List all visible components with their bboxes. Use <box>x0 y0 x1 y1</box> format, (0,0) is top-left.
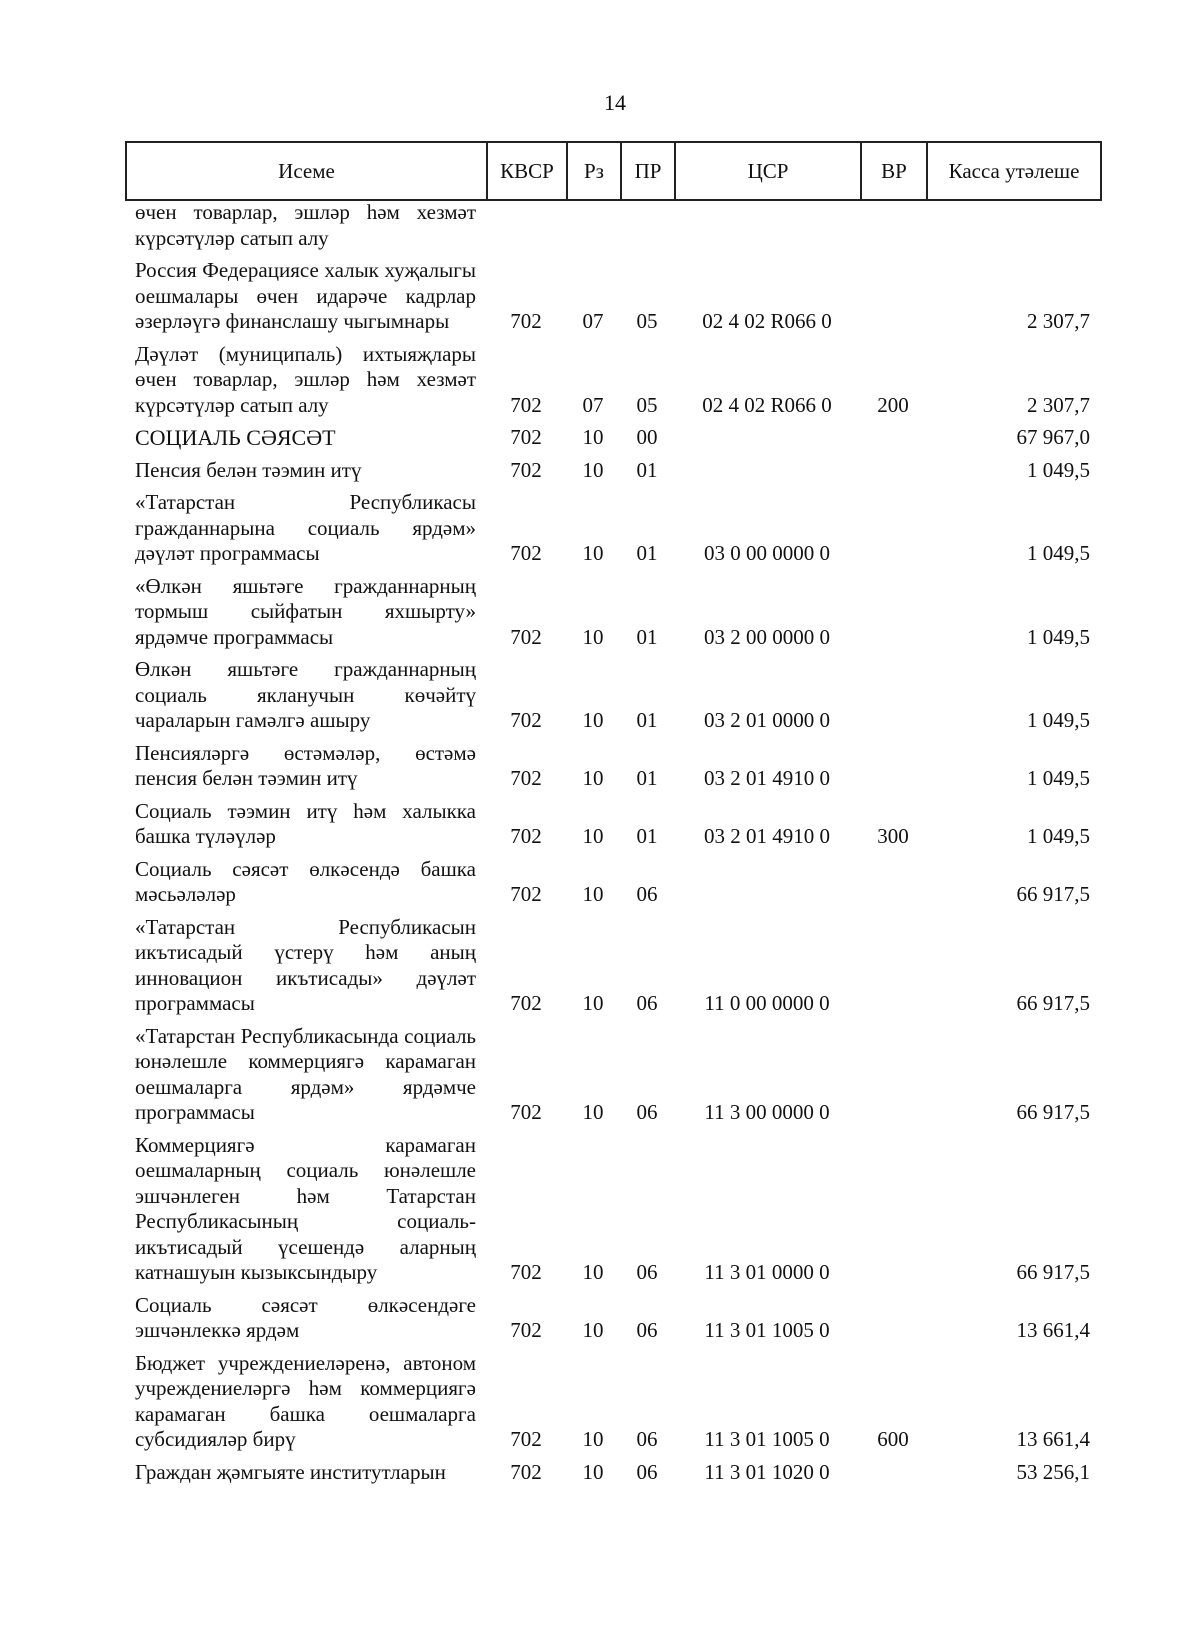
cell-rz: 10 <box>582 624 604 649</box>
cell-kassa: 2 307,7 <box>1027 309 1090 333</box>
cell-pr: 05 <box>636 392 658 417</box>
cell-kassa <box>926 198 1100 253</box>
cell-rz: 10 <box>582 1100 604 1124</box>
cell-vr: 600 <box>877 1427 909 1451</box>
cell-pr: 01 <box>636 541 658 565</box>
cell-kvsr: 702 <box>510 1427 542 1451</box>
cell-tssr: 03 2 01 0000 0 <box>704 708 830 732</box>
cell-vr <box>860 1455 926 1488</box>
cell-vr <box>860 910 926 1019</box>
cell-pr: 06 <box>636 1260 658 1284</box>
table-row <box>125 1346 1100 1455</box>
cell-name: «Татарстан Республикасында социаль юнәлешле коммерциягә карамаган оешмаларга ярдәм» ярдәмче программасы <box>135 1023 476 1124</box>
cell-kassa: 1 049,5 <box>1027 624 1090 649</box>
cell-pr: 06 <box>636 1100 658 1124</box>
column-header-pr: ПР <box>621 142 675 200</box>
table-row <box>125 453 1100 486</box>
cell-rz: 10 <box>582 1260 604 1284</box>
column-header-kvsr: КВСР <box>487 142 567 200</box>
cell-vr <box>860 1128 926 1288</box>
cell-kassa: 2 307,7 <box>1027 392 1090 417</box>
cell-rz: 10 <box>582 708 604 732</box>
table-row <box>125 420 1100 453</box>
cell-kvsr: 702 <box>510 309 542 333</box>
cell-kassa: 53 256,1 <box>1016 1459 1090 1484</box>
cell-vr: 200 <box>877 392 909 417</box>
table-row <box>125 1455 1100 1488</box>
cell-kvsr <box>486 198 566 253</box>
table-row <box>125 1288 1100 1346</box>
cell-tssr: 11 3 01 1020 0 <box>704 1459 830 1484</box>
cell-name: Бюджет учреждениеләренә, автоном учреждениеләргә һәм коммерциягә карамаган башка оешмаларга субсидияләр бирү <box>135 1350 476 1451</box>
cell-name: Социаль сәясәт өлкәсендәге эшчәнлеккә ярдәм <box>135 1292 476 1342</box>
cell-tssr: 11 3 01 1005 0 <box>704 1318 830 1342</box>
cell-rz: 10 <box>582 457 604 482</box>
cell-vr <box>860 453 926 486</box>
cell-vr <box>860 569 926 653</box>
cell-pr: 00 <box>636 425 658 449</box>
cell-kvsr: 702 <box>510 1100 542 1124</box>
cell-tssr: 02 4 02 R066 0 <box>702 392 832 417</box>
cell-kvsr: 702 <box>510 425 542 449</box>
cell-rz: 10 <box>582 1427 604 1451</box>
column-header-vr: ВР <box>861 142 927 200</box>
cell-vr <box>860 420 926 453</box>
table-row <box>125 652 1100 736</box>
cell-name: СОЦИАЛЬ СӘЯСӘТ <box>135 425 336 450</box>
cell-name: Социаль тәэмин итү һәм халыкка башка түләүләр <box>135 798 476 848</box>
cell-kassa: 1 049,5 <box>1027 708 1090 732</box>
cell-kassa: 1 049,5 <box>1027 766 1090 790</box>
cell-kvsr: 702 <box>510 708 542 732</box>
cell-name: Өлкән яшьтәге гражданнарның социаль якланучын көчәйтү чараларын гамәлгә ашыру <box>135 657 476 732</box>
cell-rz: 10 <box>582 882 604 906</box>
cell-kassa: 1 049,5 <box>1027 541 1090 565</box>
cell-pr: 05 <box>636 309 658 333</box>
cell-pr: 06 <box>636 1318 658 1342</box>
cell-kvsr: 702 <box>510 541 542 565</box>
cell-kvsr: 702 <box>510 882 542 906</box>
cell-tssr <box>674 198 860 253</box>
cell-tssr <box>674 453 860 486</box>
cell-tssr <box>674 852 860 910</box>
cell-kassa: 66 917,5 <box>1016 1100 1090 1124</box>
table-header <box>125 141 1102 201</box>
cell-rz: 10 <box>582 991 604 1015</box>
cell-name: өчен товарлар, эшләр һәм хезмәт күрсәтүләр сатып алу <box>135 200 476 250</box>
cell-tssr: 03 2 01 4910 0 <box>704 824 830 848</box>
table-row <box>125 253 1100 337</box>
cell-kassa: 13 661,4 <box>1016 1427 1090 1451</box>
cell-vr <box>860 852 926 910</box>
cell-pr: 01 <box>636 766 658 790</box>
cell-tssr: 02 4 02 R066 0 <box>702 309 832 333</box>
cell-pr: 01 <box>636 457 658 482</box>
column-header-tssr: ЦСР <box>675 142 861 200</box>
column-header-kassa: Касса утәлеше <box>927 142 1101 200</box>
table-row <box>125 852 1100 910</box>
cell-kvsr: 702 <box>510 1318 542 1342</box>
cell-vr <box>860 253 926 337</box>
cell-tssr: 11 3 01 1005 0 <box>704 1427 830 1451</box>
cell-rz: 07 <box>582 309 604 333</box>
table-row <box>125 569 1100 653</box>
cell-kvsr: 702 <box>510 1459 542 1484</box>
cell-name: Россия Федерациясе халык хуҗалыгы оешмалары өчен идарәче кадрлар әзерләүгә финанслашу чыгымнары <box>135 258 476 333</box>
cell-kassa: 66 917,5 <box>1016 882 1090 906</box>
column-header-name: Исеме <box>126 142 487 200</box>
cell-vr: 300 <box>877 824 909 848</box>
table-row <box>125 910 1100 1019</box>
cell-pr: 06 <box>636 1427 658 1451</box>
cell-name: Коммерциягә карамаган оешмаларның социаль юнәлешле эшчәнлеген һәм Татарстан Республикасының социаль-икътисадый үсешендә аларның катнашуын кызыксындыру <box>135 1132 476 1284</box>
cell-rz: 10 <box>582 1318 604 1342</box>
cell-kassa: 1 049,5 <box>1027 824 1090 848</box>
cell-tssr: 03 2 00 0000 0 <box>704 624 830 649</box>
cell-rz: 10 <box>582 824 604 848</box>
table-row <box>125 736 1100 794</box>
cell-tssr: 11 3 00 0000 0 <box>704 1100 830 1124</box>
cell-rz <box>566 198 620 253</box>
cell-name: Социаль сәясәт өлкәсендә башка мәсьәләләр <box>135 856 476 906</box>
cell-rz: 10 <box>582 1459 604 1484</box>
budget-table <box>125 198 1100 1487</box>
cell-kassa: 13 661,4 <box>1016 1318 1090 1342</box>
cell-tssr: 03 2 01 4910 0 <box>704 766 830 790</box>
table-row <box>125 1019 1100 1128</box>
cell-tssr: 11 3 01 0000 0 <box>704 1260 830 1284</box>
cell-vr <box>860 736 926 794</box>
cell-kassa: 66 917,5 <box>1016 991 1090 1015</box>
table-row <box>125 485 1100 569</box>
cell-pr: 06 <box>636 991 658 1015</box>
table-row <box>125 794 1100 852</box>
cell-pr: 01 <box>636 708 658 732</box>
cell-name: Дәүләт (муниципаль) ихтыяҗлары өчен товарлар, эшләр һәм хезмәт күрсәтүләр сатып алу <box>135 341 476 417</box>
table-row <box>125 337 1100 421</box>
cell-name: «Өлкән яшьтәге гражданнарның тормыш сыйфатын яхшырту» ярдәмче программасы <box>135 573 476 649</box>
cell-pr: 01 <box>636 624 658 649</box>
cell-name: «Татарстан Республикасы гражданнарына социаль ярдәм» дәүләт программасы <box>135 490 476 565</box>
cell-rz: 10 <box>582 425 604 449</box>
cell-tssr: 03 0 00 0000 0 <box>704 541 830 565</box>
cell-name: Пенсия белән тәэмин итү <box>135 457 362 482</box>
cell-kvsr: 702 <box>510 824 542 848</box>
cell-pr: 01 <box>636 824 658 848</box>
cell-tssr: 11 0 00 0000 0 <box>704 991 830 1015</box>
cell-name: Пенсияләргә өстәмәләр, өстәмә пенсия белән тәэмин итү <box>135 740 476 790</box>
cell-vr <box>860 485 926 569</box>
cell-name: «Татарстан Республикасын икътисадый үстерү һәм аның инновацион икътисады» дәүләт программасы <box>135 914 476 1015</box>
cell-kassa: 66 917,5 <box>1016 1260 1090 1284</box>
cell-rz: 07 <box>582 392 604 417</box>
table-row <box>125 1128 1100 1288</box>
cell-kvsr: 702 <box>510 392 542 417</box>
cell-kvsr: 702 <box>510 624 542 649</box>
cell-pr: 06 <box>636 882 658 906</box>
cell-rz: 10 <box>582 766 604 790</box>
cell-vr <box>860 1288 926 1346</box>
cell-kvsr: 702 <box>510 991 542 1015</box>
cell-pr: 06 <box>636 1459 658 1484</box>
cell-kassa: 67 967,0 <box>1016 425 1090 449</box>
cell-vr <box>860 652 926 736</box>
cell-kvsr: 702 <box>510 1260 542 1284</box>
page-number: 14 <box>604 90 626 115</box>
cell-tssr <box>674 420 860 453</box>
cell-kvsr: 702 <box>510 457 542 482</box>
cell-rz: 10 <box>582 541 604 565</box>
cell-name: Граждан җәмгыяте институтларын <box>135 1459 446 1484</box>
cell-kassa: 1 049,5 <box>1027 457 1090 482</box>
column-header-rz: Рз <box>567 142 621 200</box>
table-row <box>125 198 1100 253</box>
cell-kvsr: 702 <box>510 766 542 790</box>
cell-vr <box>860 198 926 253</box>
cell-vr <box>860 1019 926 1128</box>
cell-pr <box>620 198 674 253</box>
